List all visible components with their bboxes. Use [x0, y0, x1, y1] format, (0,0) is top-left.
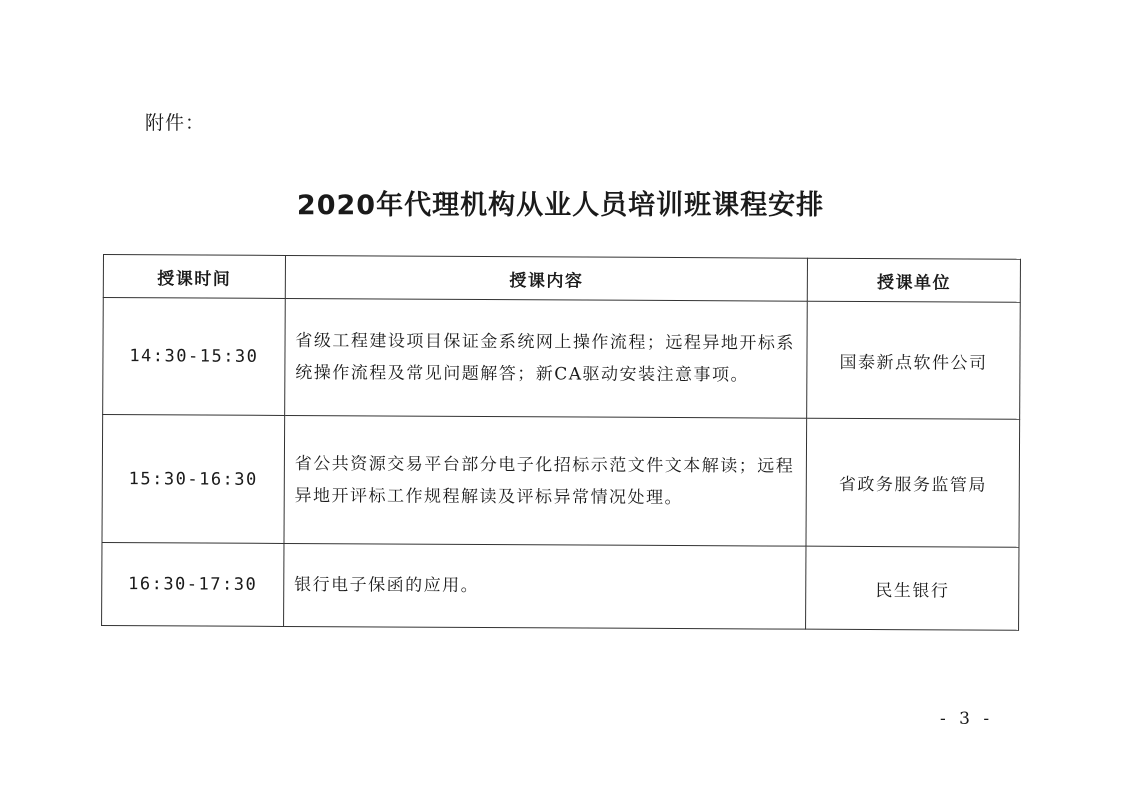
row-time: 14:30-15:30 [103, 298, 285, 416]
row-content: 省级工程建设项目保证金系统网上操作流程；远程异地开标系统操作流程及常见问题解答；新CA驱动安装注意事项。 [285, 298, 808, 418]
row-time: 16:30-17:30 [102, 542, 284, 626]
page-title: 2020年代理机构从业人员培训班课程安排 [296, 190, 825, 221]
header-unit: 授课单位 [807, 258, 1020, 302]
attachment-label: 附件： [145, 112, 206, 134]
row-time: 15:30-16:30 [102, 415, 285, 544]
table-row [102, 542, 1019, 630]
row-unit: 民生银行 [806, 546, 1019, 630]
row-unit: 省政务服务监管局 [806, 418, 1019, 547]
header-time: 授课时间 [103, 255, 285, 299]
row-content: 银行电子保函的应用。 [283, 543, 806, 629]
row-content: 省公共资源交易平台部分电子化招标示范文件文本解读；远程异地开评标工作规程解读及评标异常情况处理。 [284, 415, 807, 546]
table-row [102, 415, 1020, 548]
page-number: - 3 - [940, 709, 994, 729]
row-unit: 国泰新点软件公司 [807, 301, 1020, 419]
schedule-table [101, 254, 1021, 631]
table-header [103, 255, 1020, 303]
header-content: 授课内容 [285, 255, 808, 301]
table-row [103, 298, 1021, 420]
